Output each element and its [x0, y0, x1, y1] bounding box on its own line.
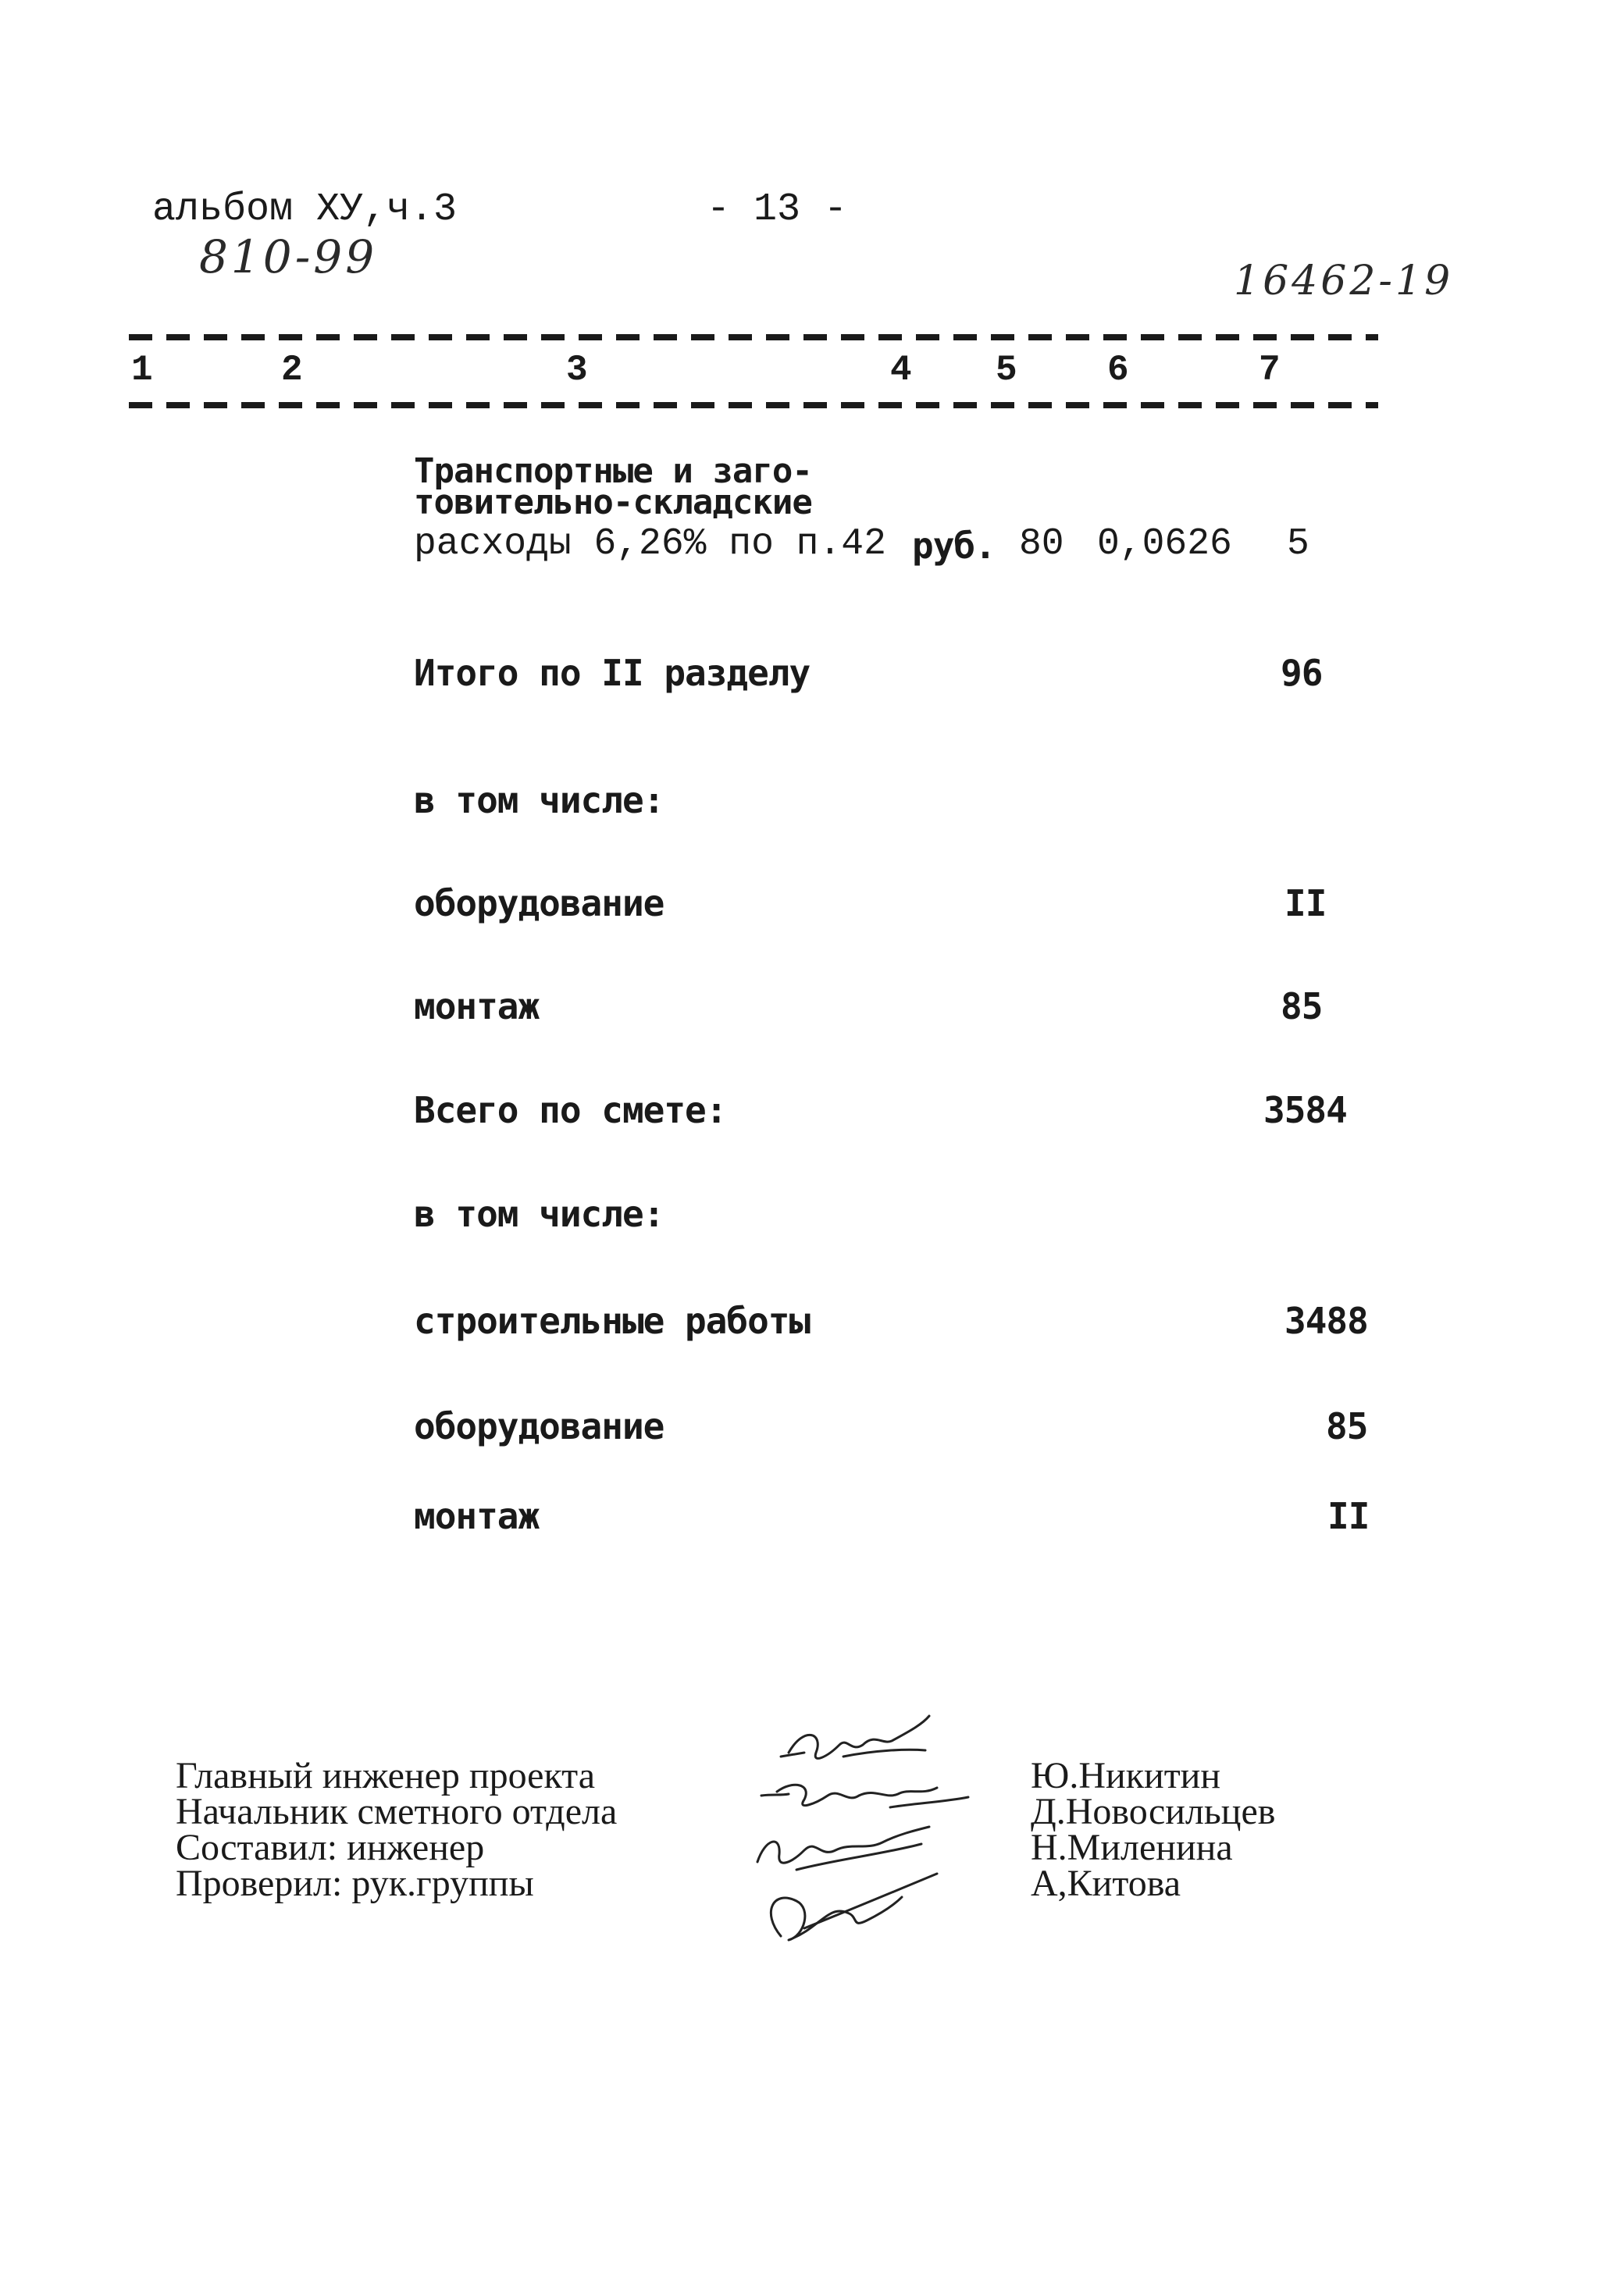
transport-total: 5: [1287, 523, 1309, 565]
page-number: - 13 -: [707, 187, 848, 232]
handwritten-signatures: [687, 1678, 1054, 2006]
col-2: 2: [281, 350, 303, 390]
mounting-value-1: 85: [1281, 985, 1323, 1027]
transport-unit: руб.: [912, 525, 996, 567]
col-1: 1: [131, 350, 153, 390]
col-3: 3: [566, 350, 588, 390]
construction-value: 3488: [1284, 1300, 1368, 1342]
title-head-estimate-dept: Начальник сметного отдела: [176, 1791, 618, 1832]
mounting-label-1: монтаж: [414, 985, 540, 1027]
itogo-label: Итого по II разделу: [414, 652, 811, 694]
transport-line-2: товительно-складские: [414, 482, 812, 522]
signature-names: [1031, 1755, 1276, 1904]
equipment-value-2: 85: [1326, 1405, 1368, 1447]
transport-line-1: Транспортные и загo-: [414, 451, 812, 491]
handwritten-code-left: 810-99: [199, 230, 378, 283]
transport-line-3: расходы 6,26% по п.42: [414, 523, 886, 565]
name-nikitin: Ю.Никитин: [1031, 1755, 1221, 1796]
title-chief-engineer: Главный инженер проекта: [176, 1755, 596, 1796]
name-kitova: А,Китова: [1031, 1863, 1181, 1904]
transport-rate: 0,0626: [1097, 523, 1232, 565]
signature-titles: [176, 1755, 618, 1904]
equipment-label-1: оборудование: [414, 882, 664, 924]
total-estimate-value: 3584: [1263, 1089, 1347, 1131]
name-milenina: Н.Миленина: [1031, 1827, 1233, 1868]
col-6: 6: [1107, 350, 1129, 390]
equipment-label-2: оборудование: [414, 1405, 664, 1447]
col-7: 7: [1259, 350, 1281, 390]
itogo-value: 96: [1281, 652, 1323, 694]
construction-label: строительные работы: [414, 1300, 811, 1342]
mounting-label-2: монтаж: [414, 1495, 540, 1537]
transport-qty: 80: [1019, 523, 1064, 565]
name-novosiltsev: Д.Новосильцев: [1031, 1791, 1276, 1832]
including-label-2: в том числе:: [414, 1193, 664, 1235]
handwritten-code-right: 16462-19: [1234, 258, 1454, 304]
equipment-value-1: II: [1284, 882, 1327, 924]
including-label-1: в том числе:: [414, 779, 664, 821]
col-4: 4: [890, 350, 912, 390]
col-5: 5: [996, 350, 1017, 390]
header-rule-bottom: [129, 402, 1378, 408]
header-rule-top: [129, 334, 1378, 340]
total-estimate-label: Всего по смете:: [414, 1089, 727, 1131]
album-label: альбом ХУ,ч.3: [152, 187, 458, 232]
mounting-value-2: II: [1327, 1495, 1370, 1537]
title-compiled-by: Составил: инженер: [176, 1827, 485, 1868]
title-checked-by: Проверил: рук.группы: [176, 1863, 534, 1904]
